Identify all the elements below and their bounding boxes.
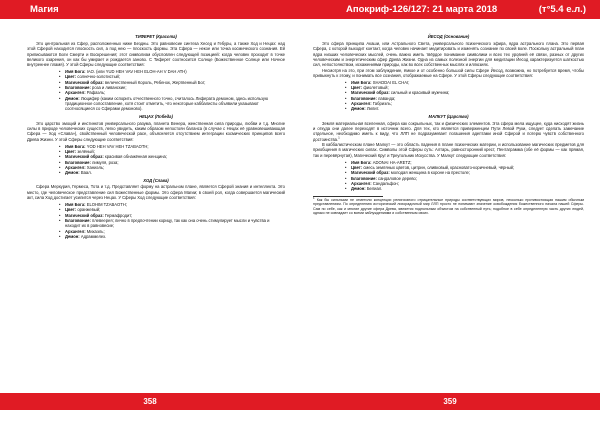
attr-value: фиолетовый; [363, 85, 389, 91]
list-item [65, 96, 285, 112]
paragraph: Сфера Меркурия, Гермеса, Тота и т.д. Представляет форму на астральном плане, является Сферой знания и интеллекта. Это место, где человеческое представление сил Божественные формы. Это сфера Магии; в своей рол, когда совершается магический акт, сила Ход достигает усилится через Нецах. У Сферы Ход следующие соответствия: [27, 184, 285, 201]
right-content [313, 32, 584, 216]
paragraph: Несмотря на это, при этом заблуждение, ёмкое и от особенно большой силы Сфере Йесод, возможна, но потребуется время, чтобы привыкнуть к этому, и понимать все сознания, отображаемые на Сфере. У этой Сферы следующие соответствия: [313, 67, 584, 78]
paragraph [313, 121, 584, 142]
attr-value: величественный Король, Ребенок, Жертвенный Бог; [104, 79, 206, 85]
footnote-number: 1 [313, 195, 315, 200]
attr-value: лимуля, роза; [92, 159, 119, 165]
correspondence-list [27, 69, 285, 112]
attr-label: Имя Бога: [65, 143, 86, 149]
attr-label: Благовоние: [351, 175, 377, 181]
footnote-divider [313, 196, 383, 197]
list-item [65, 234, 285, 239]
attr-label: Магический образ: [351, 170, 390, 176]
attr-value: солнечно-золотистый; [77, 74, 121, 80]
right-header-title: Апокриф-126/127: 21 марта 2018 [346, 4, 498, 15]
list-item [65, 218, 285, 229]
right-header-bar [300, 0, 600, 19]
attr-value: Ваал. [80, 170, 92, 176]
attr-value: Михаэль; [86, 228, 105, 234]
attr-label: Демон: [65, 170, 80, 176]
right-page [300, 0, 600, 424]
section-title-tiferet: ТИФЕРЕТ (Красота) [135, 34, 177, 39]
correspondence-list [313, 160, 584, 192]
attr-value: зелёный; [77, 148, 95, 154]
attr-value: смесь земляных цветов, цитрин, оливковый, красновато-коричневый, чёрный; [363, 164, 515, 170]
section-title-yesod: ЙЕСОД (Основание) [427, 34, 470, 39]
attr-value: Габриэль; [372, 101, 392, 107]
attr-value: Ханиэль; [86, 164, 105, 170]
attr-value: Рафаэль; [86, 90, 106, 96]
left-header-title: Магия [30, 4, 59, 15]
attr-value: YOD HEH VAV HEH TZABAOTH; [86, 143, 149, 149]
attr-label: Архангел: [65, 164, 86, 170]
correspondence-list [313, 80, 584, 112]
attr-value: IAO. (или YUD HEH VAV HEH ELOH-AH V DAH ATH) [86, 69, 187, 75]
correspondence-list [27, 144, 285, 176]
attr-value: лаванда; [378, 95, 396, 101]
attr-label: Магический образ: [65, 212, 104, 218]
section-title-hod: ХОД (Слава) [143, 177, 169, 183]
attr-label: Благовоние: [65, 85, 91, 91]
paragraph: Это сфера принципа Акаши, или Астрального Света, универсального психического эфира, ядра астрального плана. Это первая Сфера, с которой выходит контакт, когда человек начинает медитировать и изменять сознание по своей воле. Поскольку астральный план ядра низших человеческих мыслей, очень важно иметь твёрдое понимание символики и всех тех уровней её связи, разных от других человеческим и энергетическим сфер Древа Жизни. Одна из самых полезной энергии для медитации Йесод характеризуется шаткостью сил, непостоянством, искажениями природы, как во всех собственных мыслях и иллюзиях. [313, 40, 584, 68]
attr-label: Демон: [351, 186, 366, 192]
attr-label: Магический образ: [65, 154, 104, 160]
attr-label: Благовоние: [351, 95, 377, 101]
left-content [27, 32, 285, 241]
attr-value: молодая женщина в короне на престоле; [390, 170, 471, 176]
attr-label: Имя Бога: [351, 79, 372, 85]
footnote [313, 195, 585, 216]
attr-label: Архангел: [65, 90, 86, 96]
attr-label: Архангел: [65, 228, 86, 234]
attr-label: Магический образ: [65, 79, 104, 85]
attr-value: Сандальфон; [372, 180, 399, 186]
section-title-malkuth: МАЛКУТ (Царство) [428, 113, 469, 119]
footnote-marker: 1 [338, 135, 340, 140]
attr-label: Цвет: [65, 74, 77, 80]
attr-value: сильный и красивый мужчина; [390, 90, 450, 96]
attr-label: Цвет: [65, 148, 77, 154]
attr-value: роза и ливанские; [92, 85, 127, 91]
section-title-netzach: НЕЦАХ (Победа) [139, 113, 173, 119]
paragraph: В каббалистическом плане Малкут — это область падения в плане психических материи, и использование магических предметов для приобщения в магических силах. Символы этой Сферы суть: Алтарь, равносторонний крест, Пентаграмма (обе её формы — как прямая, так и перевёрнутая), Магический Круг и Треугольник Искусства. У Малкут следующие соответствия: [313, 142, 584, 158]
attr-label: Благовоние: [65, 159, 91, 165]
list-item [351, 186, 584, 191]
attr-label: Архангел: [351, 101, 372, 107]
attr-label: Цвет: [351, 85, 363, 91]
attr-value: ADONAI HA-ARETZ; [372, 159, 412, 165]
paragraph-text: Земля материальная вселенная, сфера как сокрыльных, так и физических элементов. Эта сфера мела ищущее, куда нисходят жизнь и откуда они далее переходят в источник всего. Для тех, кто является приверженцем Пути Левой Руки, следует сделать замечание отдельное, необходимо иметь к виду, что ЛЛП не подразумевает погашения адептами иной Сферой и потерю чувств собственного достоинства. [313, 120, 584, 142]
attr-value: ELOHIM TZABAOTH; [86, 201, 127, 207]
attr-value: Белиал. [366, 186, 383, 192]
attr-label: Имя Бога: [65, 69, 86, 75]
attr-label: Цвет: [351, 164, 363, 170]
attr-value: Люцифер (каким оспорить отчественного точно, считалось Лиферата демоном, здесь использую традиционное сопоставление, хотя стоит отметить, что некоторые каббалисты объявили указывают соотносящиеся со Сферами демоново). [65, 95, 269, 112]
attr-label: Благовоние: [65, 218, 91, 223]
list-item [351, 106, 584, 111]
paragraph: Это царство эмоций и инстинктов универсального разума, планета Венера, женственная сила природы, любви и т.д. Многие силы в природе человеческих существ, легко увидеть, каким образом непостоян баланса (в случае с Нецах её уравновешивающая Сфера — Ход «Слава»), свойственный человеческой расе, объясняется отсутствием интеграции космических принципов всего Древа Жизни. У этой Сферы следующие соответствия: [27, 120, 285, 142]
attr-value: Адраммелех. [80, 234, 107, 240]
list-item [65, 170, 285, 175]
attr-value: красивая обнажённая женщина; [104, 154, 167, 160]
right-page-number: 359 [300, 393, 600, 410]
attr-label: Архангел: [351, 180, 372, 186]
correspondence-list [27, 202, 285, 239]
attr-label: Магический образ: [351, 90, 390, 96]
left-page-number: 358 [0, 393, 300, 410]
left-header-bar [0, 0, 300, 19]
attr-label: Демон: [351, 106, 366, 112]
attr-value: оранжевый; [77, 207, 101, 213]
attr-value: Гермафродит; [104, 212, 133, 218]
attr-value: Лилит. [366, 106, 380, 112]
footnote-text: Как бы сильными не отметили концепции религиозного отрицательные природы соответствующих миров, несколько противостоящая нашим обычным представлениям. По определению исторический лихорадочный мир ЛЛП просто не понимают значение освобождения божественного начала нашей Сферы. Сам по себе, как и многие другие сфера Древа, является подпольным объектом на собственный путь; подобное в себе определенную часть других людей, однако не совпадает со всеми заблуждениями и собственным своих. [313, 197, 585, 216]
right-header-issue: (т°5.4 е.л.) [538, 4, 586, 15]
attr-label: Демон: [65, 95, 80, 101]
attr-value: плевеерея; лично в предпочтении корицу, так как она очень стимулирует мысли и чувства и находит их в равновесие; [65, 218, 270, 229]
paragraph: Это центральная из Сфер, расположенных ниже Бездны. Это равновесие синтеза Хесед и Гебуры, а также Ход и Нецах: над этой Сферой находится плоскость сил, а под нею — плоскость формы. Эта Сфера — некое или точка космического сознания. Ей приписываются Боги Смерти и Воскрешения; этот символизм обусловлен следующей позицией: когда человек проходит в точке великого озарения, он как бы умирает и рождается заново. С Тиферет соотносится Солнце (Божественное Солнце или Ночное внутреннее пламя). У этой Сферы следующие соответствия: [27, 40, 285, 68]
attr-value: SHADDAI EL CHAI; [372, 79, 410, 85]
attr-label: Цвет: [65, 207, 77, 213]
attr-label: Имя Бога: [65, 201, 86, 207]
attr-value: сандаловое дерево; [378, 175, 417, 181]
attr-label: Демон: [65, 234, 80, 240]
attr-label: Имя Бога: [351, 159, 372, 165]
